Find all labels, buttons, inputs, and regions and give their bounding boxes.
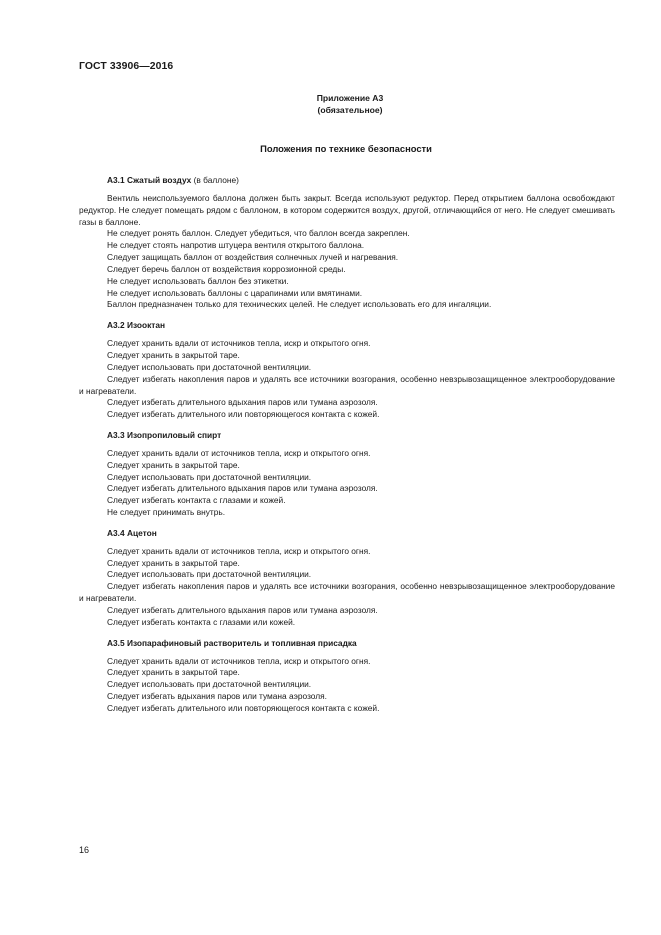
section-line: Следует избегать длительного вдыхания паров или тумана аэрозоля. bbox=[107, 605, 378, 615]
section-line: Следует избегать вдыхания паров или тумана аэрозоля. bbox=[107, 691, 327, 702]
section-line: Не следует стоять напротив штуцера вентиля открытого баллона. bbox=[107, 240, 365, 251]
section-line: Следует хранить вдали от источников тепла, искр и открытого огня. bbox=[107, 447, 371, 458]
section-line: Следует избегать контакта с глазами или кожей. bbox=[107, 616, 296, 627]
section-heading bbox=[79, 638, 615, 650]
section-line: Следует избегать накопления паров и удалять все источники возгорания, особенно невзрывозащищенное электрооборудование и нагреватели. bbox=[79, 373, 615, 396]
section-number: А3.1 bbox=[107, 175, 125, 185]
section-number: А3.2 bbox=[107, 320, 125, 331]
section-name: Сжатый воздух bbox=[124, 175, 192, 185]
section-name: Изопарафиновый растворитель и топливная присадка bbox=[124, 637, 357, 648]
section-line: Следует избегать длительного или повторяющегося контакта с кожей. bbox=[107, 702, 380, 713]
section-heading bbox=[79, 175, 615, 187]
page-title: Положения по технике безопасности bbox=[260, 143, 432, 154]
section-name: Ацетон bbox=[124, 527, 157, 538]
section-line: Следует использовать при достаточной вентиляции. bbox=[107, 569, 312, 580]
section-line: Следует хранить вдали от источников тепла, искр и открытого огня. bbox=[107, 545, 371, 556]
document-id: ГОСТ 33906—2016 bbox=[79, 61, 174, 72]
section-line: Не следует использовать баллон без этикетки. bbox=[107, 275, 289, 286]
appendix-status: (обязательное) bbox=[317, 105, 383, 115]
section-line: Следует избегать длительного вдыхания паров или тумана аэрозоля. bbox=[107, 483, 378, 494]
page-number: 16 bbox=[79, 845, 90, 855]
section-line: Следует хранить вдали от источников тепла, искр и открытого огня. bbox=[107, 338, 371, 349]
section-heading bbox=[79, 430, 615, 442]
section-line: Следует хранить в закрытой таре. bbox=[107, 557, 240, 568]
section-name: Изооктан bbox=[124, 320, 166, 331]
section-line: Следует избегать накопления паров и удалять все источники возгорания, особенно невзрывозащищенное электрооборудование и нагреватели. bbox=[79, 581, 615, 604]
section-number: А3.5 bbox=[107, 637, 125, 648]
section-number: А3.3 bbox=[107, 430, 125, 441]
section-name: Изопропиловый спирт bbox=[124, 430, 222, 441]
section-number: А3.4 bbox=[107, 527, 125, 538]
section-line: Следует использовать при достаточной вентиляции. bbox=[107, 361, 312, 372]
section-line: Следует хранить в закрытой таре. bbox=[107, 349, 240, 360]
section-note: (в баллоне) bbox=[191, 175, 239, 185]
section-line: Не следует ронять баллон. Следует убедиться, что баллон всегда закреплен. bbox=[107, 228, 410, 239]
section-line: Следует хранить в закрытой таре. bbox=[107, 459, 240, 470]
section-line: Следует избегать контакта с глазами и кожей. bbox=[107, 495, 286, 506]
section-line: Следует использовать при достаточной вентиляции. bbox=[107, 679, 312, 690]
section-line: Следует беречь баллон от воздействия коррозионной среды. bbox=[107, 263, 346, 274]
section-line: Следует хранить вдали от источников тепла, искр и открытого огня. bbox=[107, 655, 371, 666]
section-line: Следует хранить в закрытой таре. bbox=[107, 667, 240, 678]
appendix-label: Приложение А3 bbox=[316, 93, 384, 103]
appendix-heading bbox=[300, 92, 400, 116]
section-line: Не следует принимать внутрь. bbox=[107, 507, 226, 518]
section-heading bbox=[79, 320, 615, 332]
section-line: Следует использовать при достаточной вентиляции. bbox=[107, 471, 312, 482]
section-line: Не следует использовать баллоны с царапинами или вмятинами. bbox=[107, 287, 363, 298]
section-line: Баллон предназначен только для технических целей. Не следует использовать его для ингаляции. bbox=[107, 299, 492, 310]
section-line: Следует защищать баллон от воздействия солнечных лучей и нагревания. bbox=[107, 252, 399, 263]
section-heading bbox=[79, 528, 615, 540]
section-line: Следует избегать длительного или повторяющегося контакта с кожей. bbox=[107, 409, 380, 420]
section-line: Следует избегать длительного вдыхания паров или тумана аэрозоля. bbox=[107, 397, 378, 408]
document-body bbox=[79, 175, 615, 724]
section-line: Вентиль неиспользуемого баллона должен быть закрыт. Всегда используют редуктор. Перед открытием баллона освобождают редуктор. Не следует помещать рядом с баллоном, в котором содержится воздух, другой, отличающийся от него. Не следует смешивать газы в баллоне. bbox=[79, 192, 615, 227]
